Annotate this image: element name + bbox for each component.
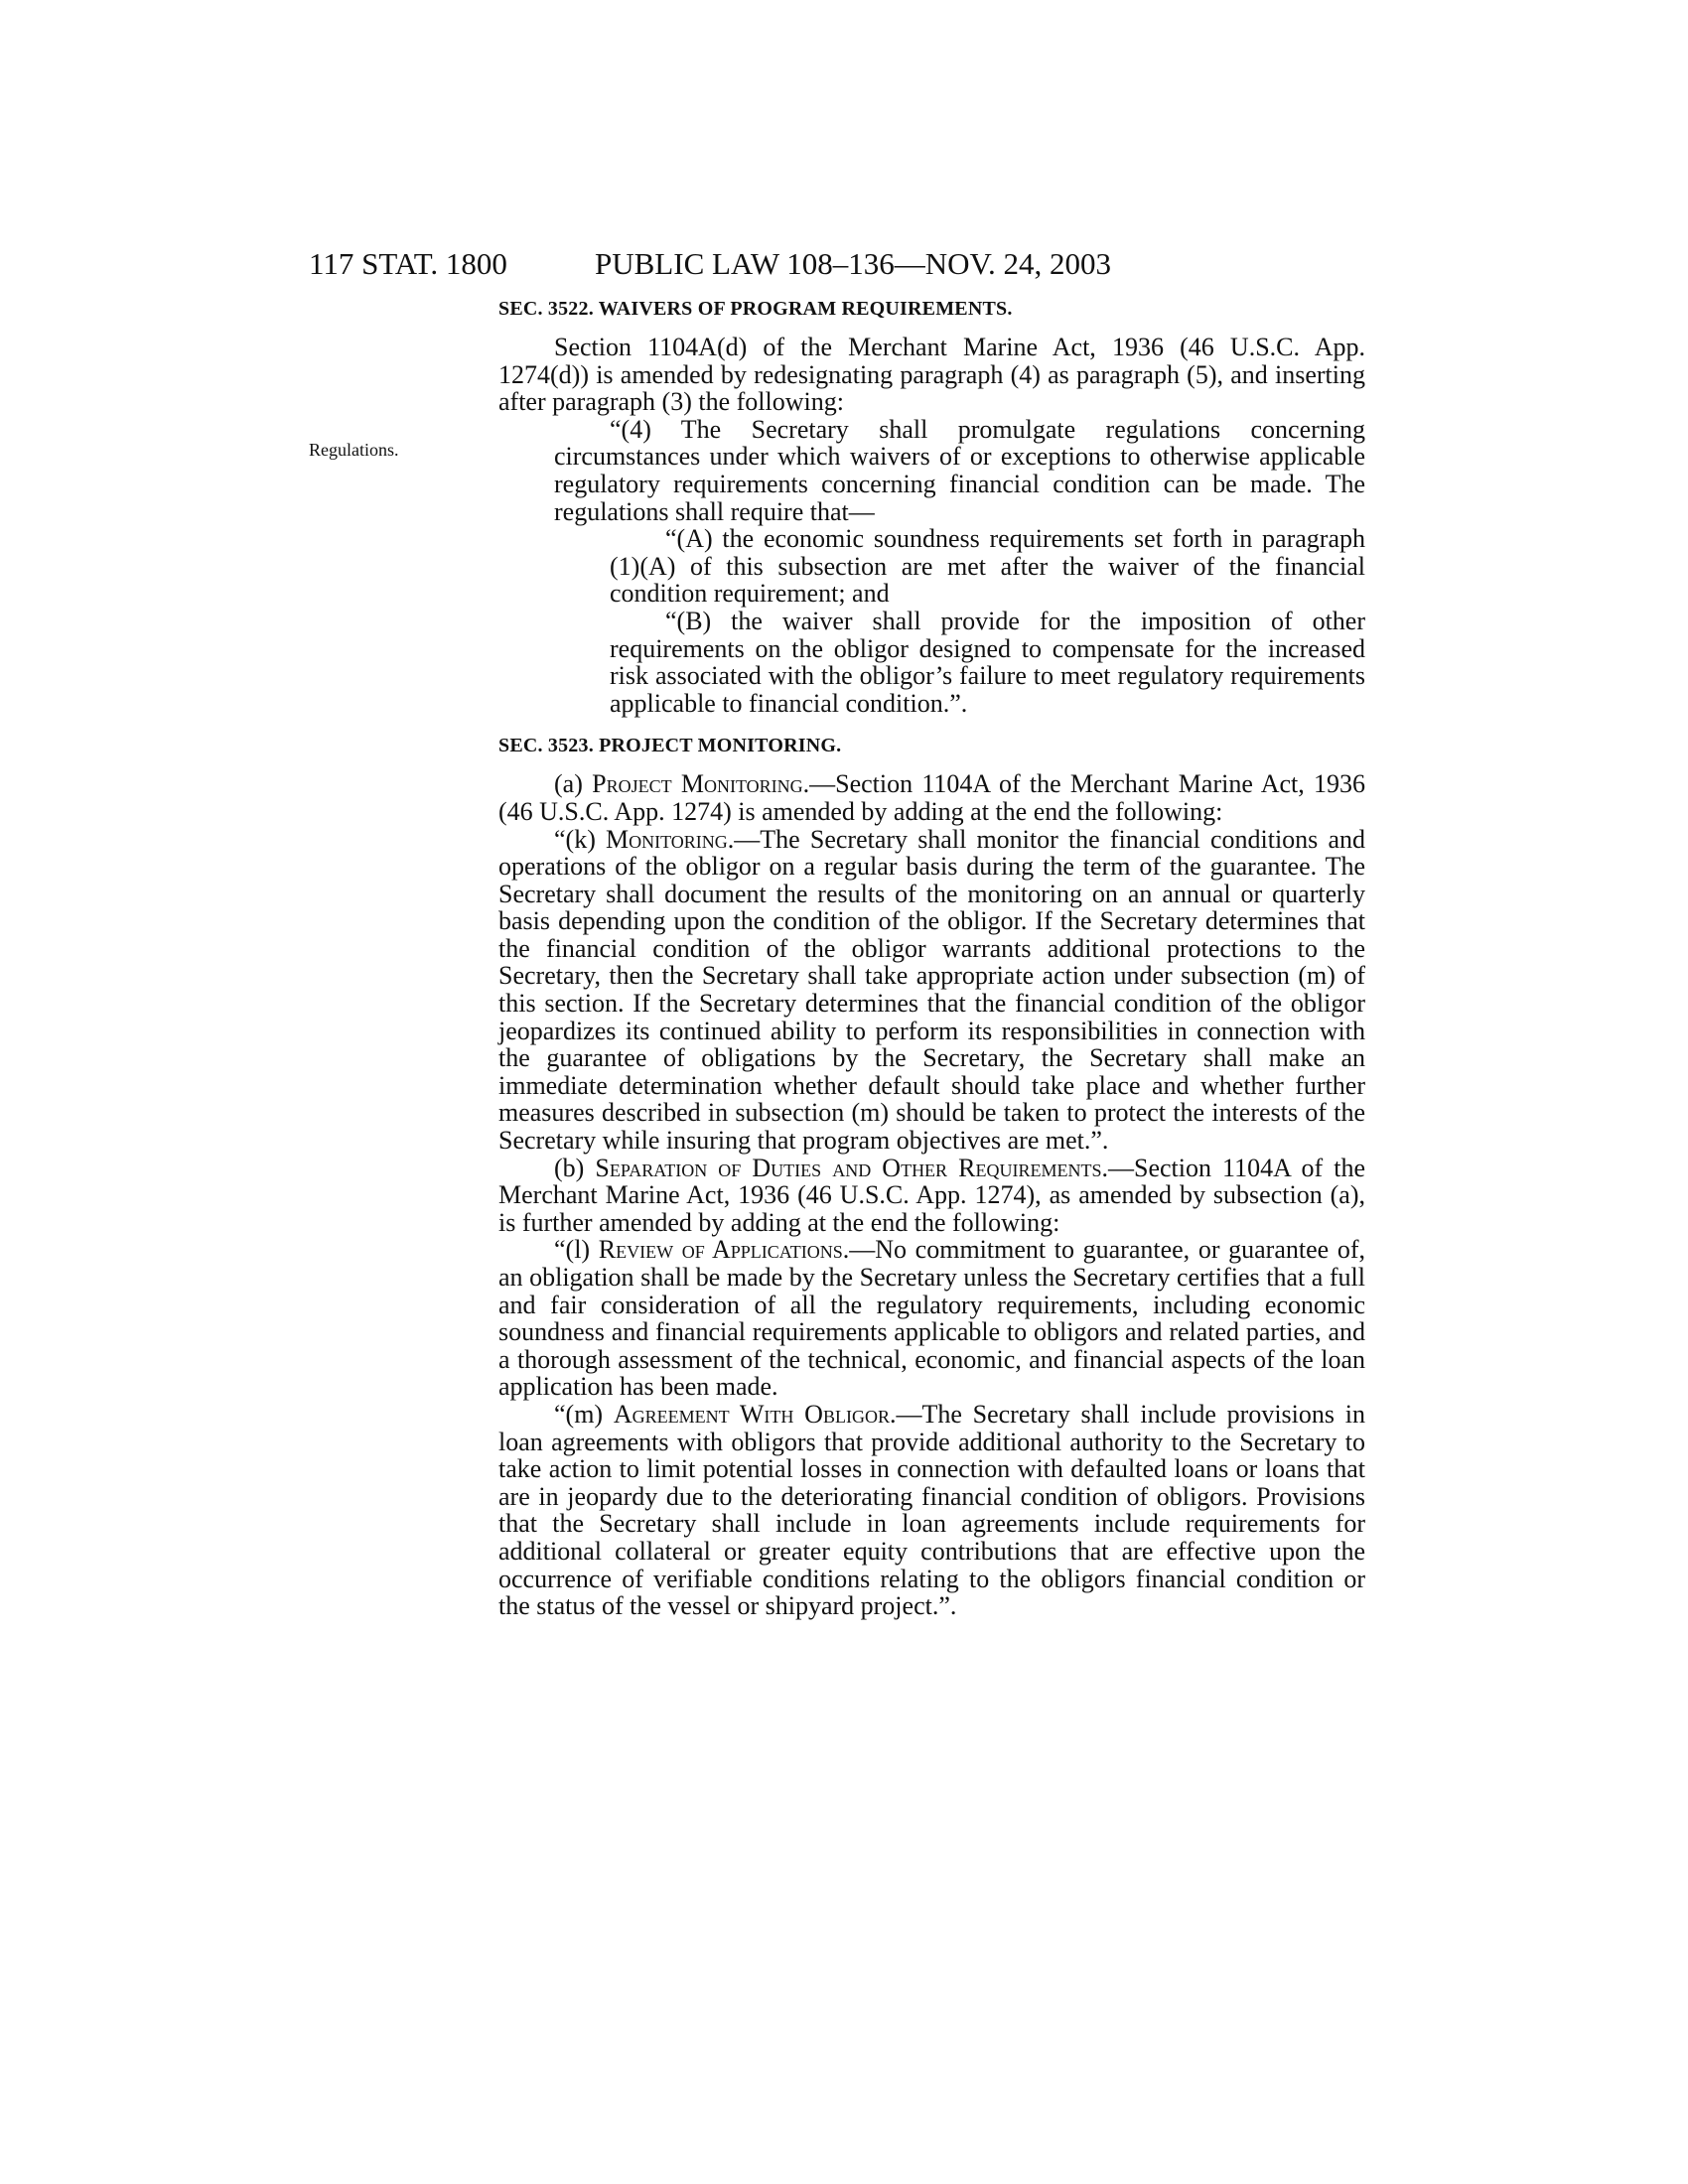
document-body <box>498 296 1365 1620</box>
subparagraph-b: “(B) the waiver shall provide for the imposition of other requirements on the obligor designed to compensate for the increased risk associated with the obligor’s failure to meet regulatory requirements applicable to financial condition.”. <box>610 606 1365 718</box>
paragraph-4-regulations: “(4) The Secretary shall promulgate regulations concerning circumstances under which waivers of or exceptions to otherwise applicable regulatory requirements concerning financial condition can be made. The regulations shall require that— <box>554 414 1365 526</box>
subsection-k-lead: “(k) <box>554 824 607 854</box>
subsection-l-text: —No commitment to guarantee, or guarantee of, an obligation shall be made by the Secretary unless the Secretary certifies that a full and fair consideration of all the regulatory requirements, including economic soundness and financial requirements applicable to obligors and related parties, and a thorough assessment of the technical, economic, and financial aspects of the loan application has been made. <box>498 1235 1365 1402</box>
section-3522-heading: SEC. 3522. WAIVERS OF PROGRAM REQUIREMENTS. <box>498 298 1013 320</box>
subsection-a-lead: (a) <box>554 769 593 799</box>
subsection-k-text: —The Secretary shall monitor the financial conditions and operations of the obligor on a regular basis during the term of the guarantee. The Secretary shall document the results of the monitoring on an annual or quarterly basis depending upon the condition of the obligor. If the Secretary determines that the financial condition of the obligor warrants additional protections to the Secretary, then the Secretary shall take appropriate action under subsection (m) of this section. If the Secretary determines that the financial condition of the obligor jeopardizes its continued ability to perform its responsibilities in connection with the guarantee of obligations by the Secretary, the Secretary shall make an immediate determination whether default should take place and whether further measures described in subsection (m) should be taken to protect the interests of the Secretary while insuring that program objectives are met.”. <box>498 824 1365 1156</box>
subsection-m-lead: “(m) <box>554 1399 614 1429</box>
page-header <box>0 244 1688 284</box>
subsection-l-lead: “(l) <box>554 1235 599 1265</box>
subsection-l-review-of-applications <box>498 1236 1365 1401</box>
section-3522-intro: Section 1104A(d) of the Merchant Marine Act, 1936 (46 U.S.C. App. 1274(d)) is amended by redesignating paragraph (4) as paragraph (5), and inserting after paragraph (3) the following: <box>498 333 1365 417</box>
subsection-b-lead: (b) <box>554 1153 596 1182</box>
subsection-k-monitoring <box>498 826 1365 1155</box>
subsection-m-agreement-with-obligor <box>498 1401 1365 1620</box>
subsection-b-text: —Section 1104A of the Merchant Marine Act, 1936 (46 U.S.C. App. 1274), as amended by subsection (a), is further amended by adding at the end the following: <box>498 1153 1365 1237</box>
subsection-m-caption: Agreement With Obligor. <box>613 1399 897 1429</box>
subsection-m-text: —The Secretary shall include provisions in loan agreements with obligors that provide additional authority to the Secretary to take action to limit potential losses in connection with defaulted loans or loans that are in jeopardy due to the deteriorating financial condition of obligors. Provisions that the Secretary shall include in loan agreements include requirements for additional collateral or greater equity contributions that are effective upon the occurrence of verifiable conditions relating to the obligors financial condition or the status of the vessel or shipyard project.”. <box>498 1399 1365 1621</box>
subsection-a-caption: Project Monitoring. <box>592 769 810 799</box>
subparagraph-a: “(A) the economic soundness requirements set forth in paragraph (1)(A) of this subsection are met after the waiver of the financial condition requirement; and <box>610 524 1365 609</box>
public-law-reference: PUBLIC LAW 108–136—NOV. 24, 2003 <box>595 246 1111 281</box>
subsection-b-caption: Separation of Duties and Other Requirements. <box>595 1153 1108 1182</box>
subsection-a-text: —Section 1104A of the Merchant Marine Act, 1936 (46 U.S.C. App. 1274) is amended by adding at the end the following: <box>498 769 1366 826</box>
stat-reference: 117 STAT. 1800 <box>309 246 507 281</box>
subsection-b-separation-of-duties <box>498 1155 1365 1237</box>
margin-note-regulations: Regulations. <box>309 440 399 460</box>
subsection-k-caption: Monitoring. <box>606 824 735 854</box>
subsection-l-caption: Review of Applications. <box>598 1235 850 1265</box>
subsection-a-project-monitoring <box>498 770 1365 825</box>
section-3523-heading: SEC. 3523. PROJECT MONITORING. <box>498 735 842 757</box>
